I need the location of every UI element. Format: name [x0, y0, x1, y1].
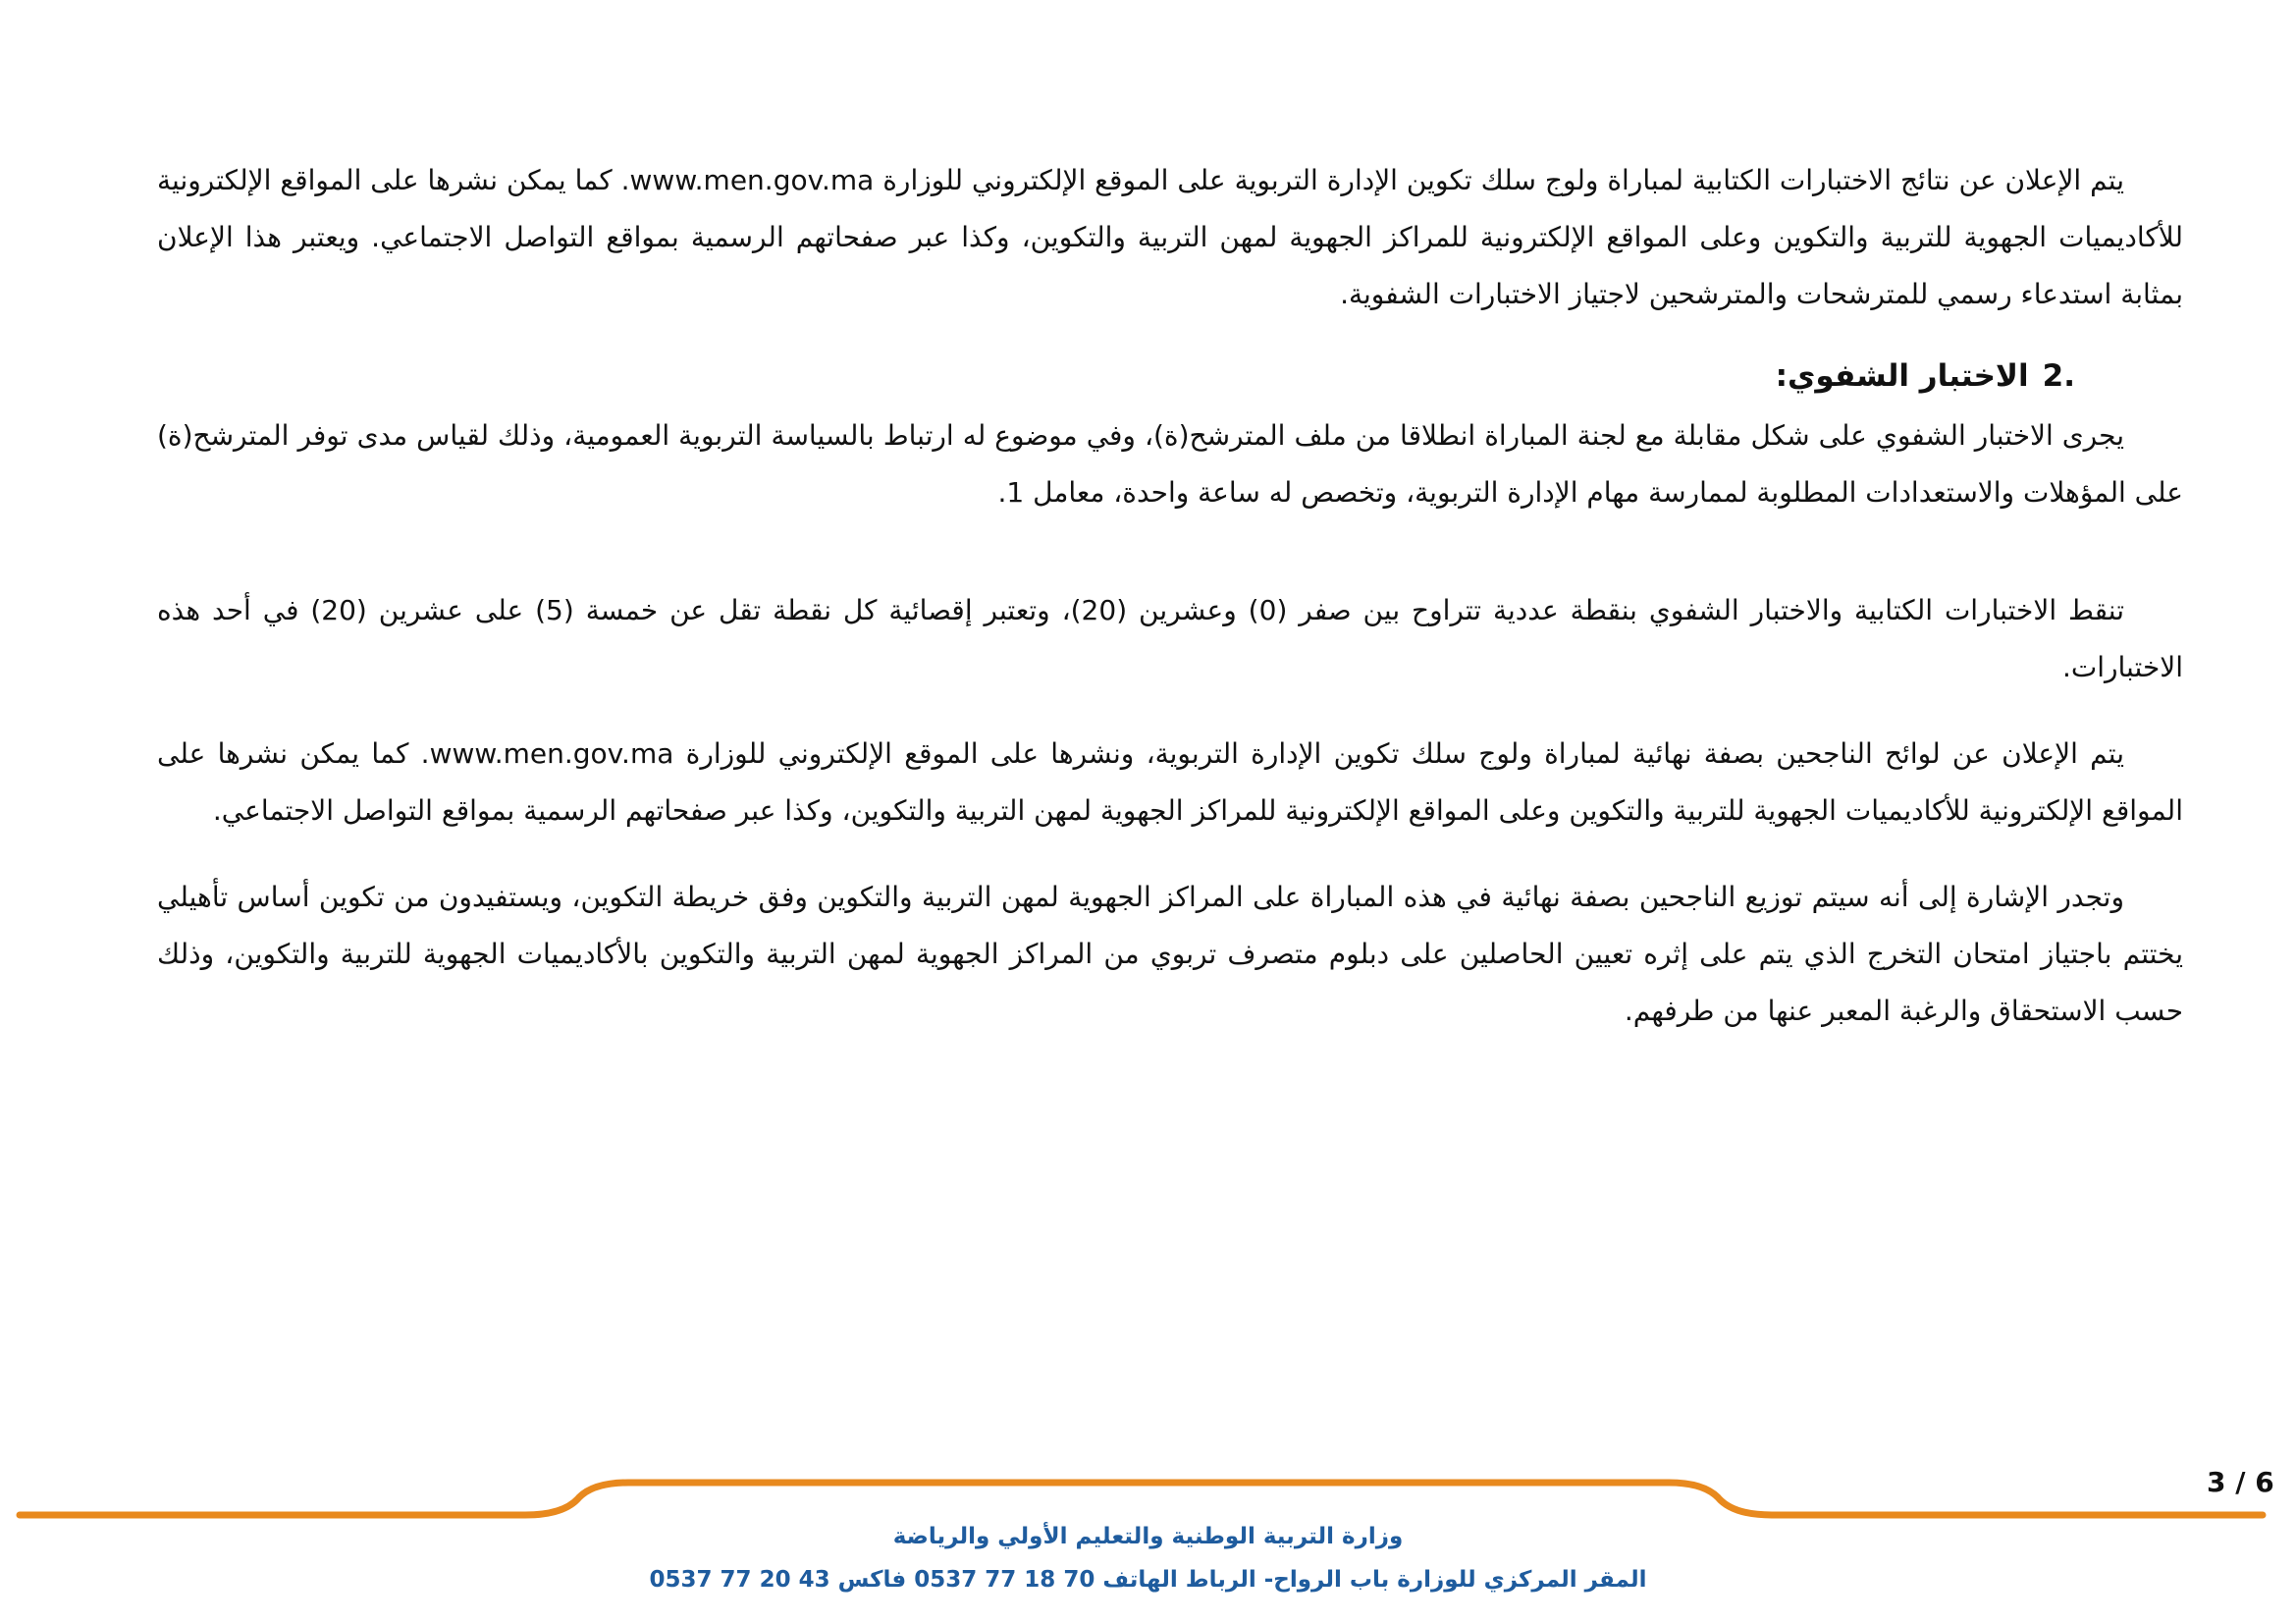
- results-paragraph: [157, 726, 2183, 839]
- document-body: [157, 152, 2183, 1040]
- footer-ministry-name: وزارة التربية الوطنية والتعليم الأولي والرياضة: [892, 1524, 1404, 1549]
- section-title: الاختبار الشفوي:: [1775, 358, 2029, 394]
- paragraph-text: يتم الإعلان عن لوائح الناجحين بصفة نهائية لمباراة ولوج سلك تكوين الإدارة التربوية، ونشرها على الموقع الإلكتروني للوزارة: [685, 737, 2125, 770]
- grading-paragraph: تنقط الاختبارات الكتابية والاختبار الشفوي بنقطة عددية تتراوح بين صفر (0) وعشرين (20)، وتعتبر إقصائية كل نقطة تقل عن خمسة (5) على عشرين (20) في أحد هذه الاختبارات.: [157, 594, 2183, 683]
- distribution-paragraph: وتجدر الإشارة إلى أنه سيتم توزيع الناجحين بصفة نهائية في هذه المباراة على المراكز الجهوية لمهن التربية والتكوين وفق خريطة التكوين، ويستفيدون من تكوين أساس تأهيلي يختتم باجتياز امتحان التخرج الذي يتم على إثره تعيين الحاصلين على دبلوم متصرف تربوي من المراكز الجهوية لمهن التربية والتكوين بالأكاديميات الجهوية للتربية والتكوين، وذلك حسب الاستحقاق والرغبة المعبر عنها من طرفهم.: [157, 881, 2183, 1027]
- paragraph-text: . كما يمكن نشرها على المواقع الإلكترونية للأكاديميات الجهوية للتربية والتكوين وعلى المواقع الإلكترونية للمراكز الجهوية لمهن التربية والتكوين، وكذا عبر صفحاتهم الرسمية بمواقع التواصل الاجتماعي.: [157, 737, 2183, 827]
- oral-exam-paragraph: يجرى الاختبار الشفوي على شكل مقابلة مع لجنة المباراة انطلاقا من ملف المترشح(ة)، وفي موضوع له ارتباط بالسياسة التربوية العمومية، وذلك لقياس مدى توفر المترشح(ة) على المؤهلات والاستعدادات المطلوبة لممارسة مهام الإدارة التربوية، وتخصص له ساعة واحدة، معامل 1.: [157, 419, 2183, 509]
- oral-convocation-paragraph: [157, 152, 2183, 323]
- footer-address: المقر المركزي للوزارة باب الرواح- الرباط الهاتف 70 18 77 0537 فاكس 43 20 77 0537: [649, 1567, 1647, 1593]
- ministry-url: www.men.gov.ma: [629, 164, 875, 196]
- page-number: 3 / 6: [2207, 1466, 2274, 1498]
- ministry-url: www.men.gov.ma: [429, 737, 674, 770]
- section-heading: [157, 349, 2075, 404]
- paragraph-text: يتم الإعلان عن نتائج الاختبارات الكتابية لمباراة ولوج سلك تكوين الإدارة التربوية على الموقع الإلكتروني للوزارة: [882, 164, 2124, 196]
- section-number: 2.: [2042, 358, 2075, 394]
- footer-divider: [0, 1473, 2296, 1532]
- paragraph-text: . كما يمكن نشرها على المواقع الإلكترونية للأكاديميات الجهوية للتربية والتكوين وعلى المواقع الإلكترونية للمراكز الجهوية لمهن التربية والتكوين، وكذا عبر صفحاتهم الرسمية بمواقع التواصل الاجتماعي. ويعتبر هذا الإعلان بمثابة استدعاء رسمي للمترشحات والمترشحين لاجتياز الاختبارات الشفوية.: [157, 164, 2183, 310]
